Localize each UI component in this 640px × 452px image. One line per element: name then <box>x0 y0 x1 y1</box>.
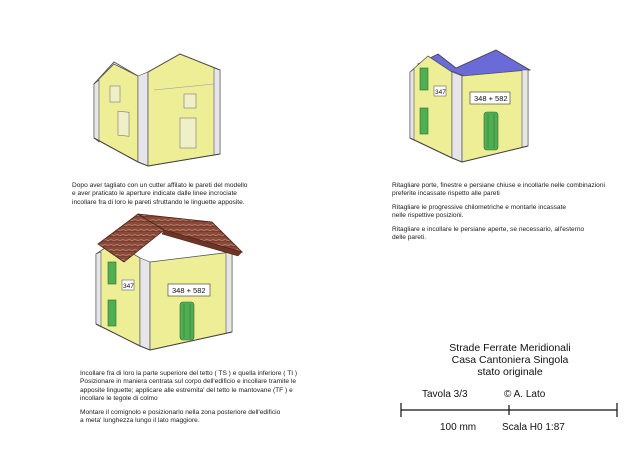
left-shutter-upper <box>108 262 116 284</box>
author-credit: © A. Lato <box>504 389 546 400</box>
instructions-shutters <box>392 182 637 247</box>
note-line: Incollare fra di loro la parte superiore del tetto ( TS ) e quella inferiore ( TI ) <box>80 370 298 377</box>
note-line: nelle rispettive posizioni. <box>392 212 464 220</box>
title-line-2: Casa Cantoniera Singola <box>451 354 569 366</box>
note-line: preferite incassate rispetto alle pareti <box>392 190 500 198</box>
note-line: a meta' lunghezza lungo il lato maggiore. <box>80 417 200 425</box>
left-gable-wall <box>410 56 452 158</box>
right-corner-pillar <box>214 68 220 155</box>
scale-bar <box>400 402 618 418</box>
center-corner-pillar <box>138 72 148 166</box>
note-line: Ritagliare le progressive chilometriche e montarle incassate <box>392 203 567 211</box>
note-line: Montare il comignolo e posizionarlo nella zona posteriore dell'edificio <box>80 408 281 416</box>
note-line: Posizionare in maniera centrata sul corpo dell'edificio e incollare tramite le <box>80 378 297 386</box>
green-door <box>484 112 498 150</box>
note-line: Ritagliare porte, finestre e persiane chiuse e incollarle nelle combinazioni <box>392 182 605 189</box>
scale-length: 100 mm <box>440 422 477 433</box>
plate-number: 347 <box>123 283 134 290</box>
scale-ratio: Scala H0 1:87 <box>502 422 565 433</box>
plate-km: 348 + 582 <box>474 94 508 103</box>
note-line: incollare le tegole di colmo <box>80 395 158 403</box>
sheet-number: Tavola 3/3 <box>422 389 468 400</box>
house-roof-illustration <box>84 212 254 362</box>
left-window <box>110 86 120 102</box>
left-corner-pillar <box>94 80 99 142</box>
instructions-roof <box>80 370 330 430</box>
left-gable-wall <box>94 64 138 162</box>
title-line-1: Strade Ferrate Meridionali <box>449 342 571 354</box>
left-door <box>118 111 129 136</box>
note-line: Ritagliare e incollare le persiane aperte, se necessario, all'esterno <box>392 225 585 233</box>
title-block <box>400 342 620 378</box>
note-line: Dopo aver tagliato con un cutter affilato le pareti del modello <box>72 182 248 189</box>
left-shutter-lower <box>420 108 428 134</box>
green-door <box>180 302 194 340</box>
right-window <box>184 94 196 108</box>
plate-km: 348 + 582 <box>172 286 206 295</box>
note-line: incollare fra di loro le pareti sfruttando le linguette apposite. <box>72 198 245 206</box>
house-walls-illustration <box>88 42 228 174</box>
right-long-wall <box>148 54 220 166</box>
plate-number: 347 <box>435 89 446 96</box>
house-shutters-illustration <box>404 42 534 172</box>
right-door <box>180 118 196 148</box>
note-line: e aver praticato le aperture indicate dalle linee incrociate <box>72 190 237 198</box>
note-line: apposite linguette; applicare alle estremita' del tetto le mantovane (TF ) e <box>80 386 293 394</box>
instructions-walls <box>72 182 312 207</box>
left-shutter-upper <box>420 68 428 90</box>
note-line: delle pareti. <box>392 234 427 242</box>
left-shutter-lower <box>108 300 116 326</box>
title-line-3: stato originale <box>477 366 543 378</box>
